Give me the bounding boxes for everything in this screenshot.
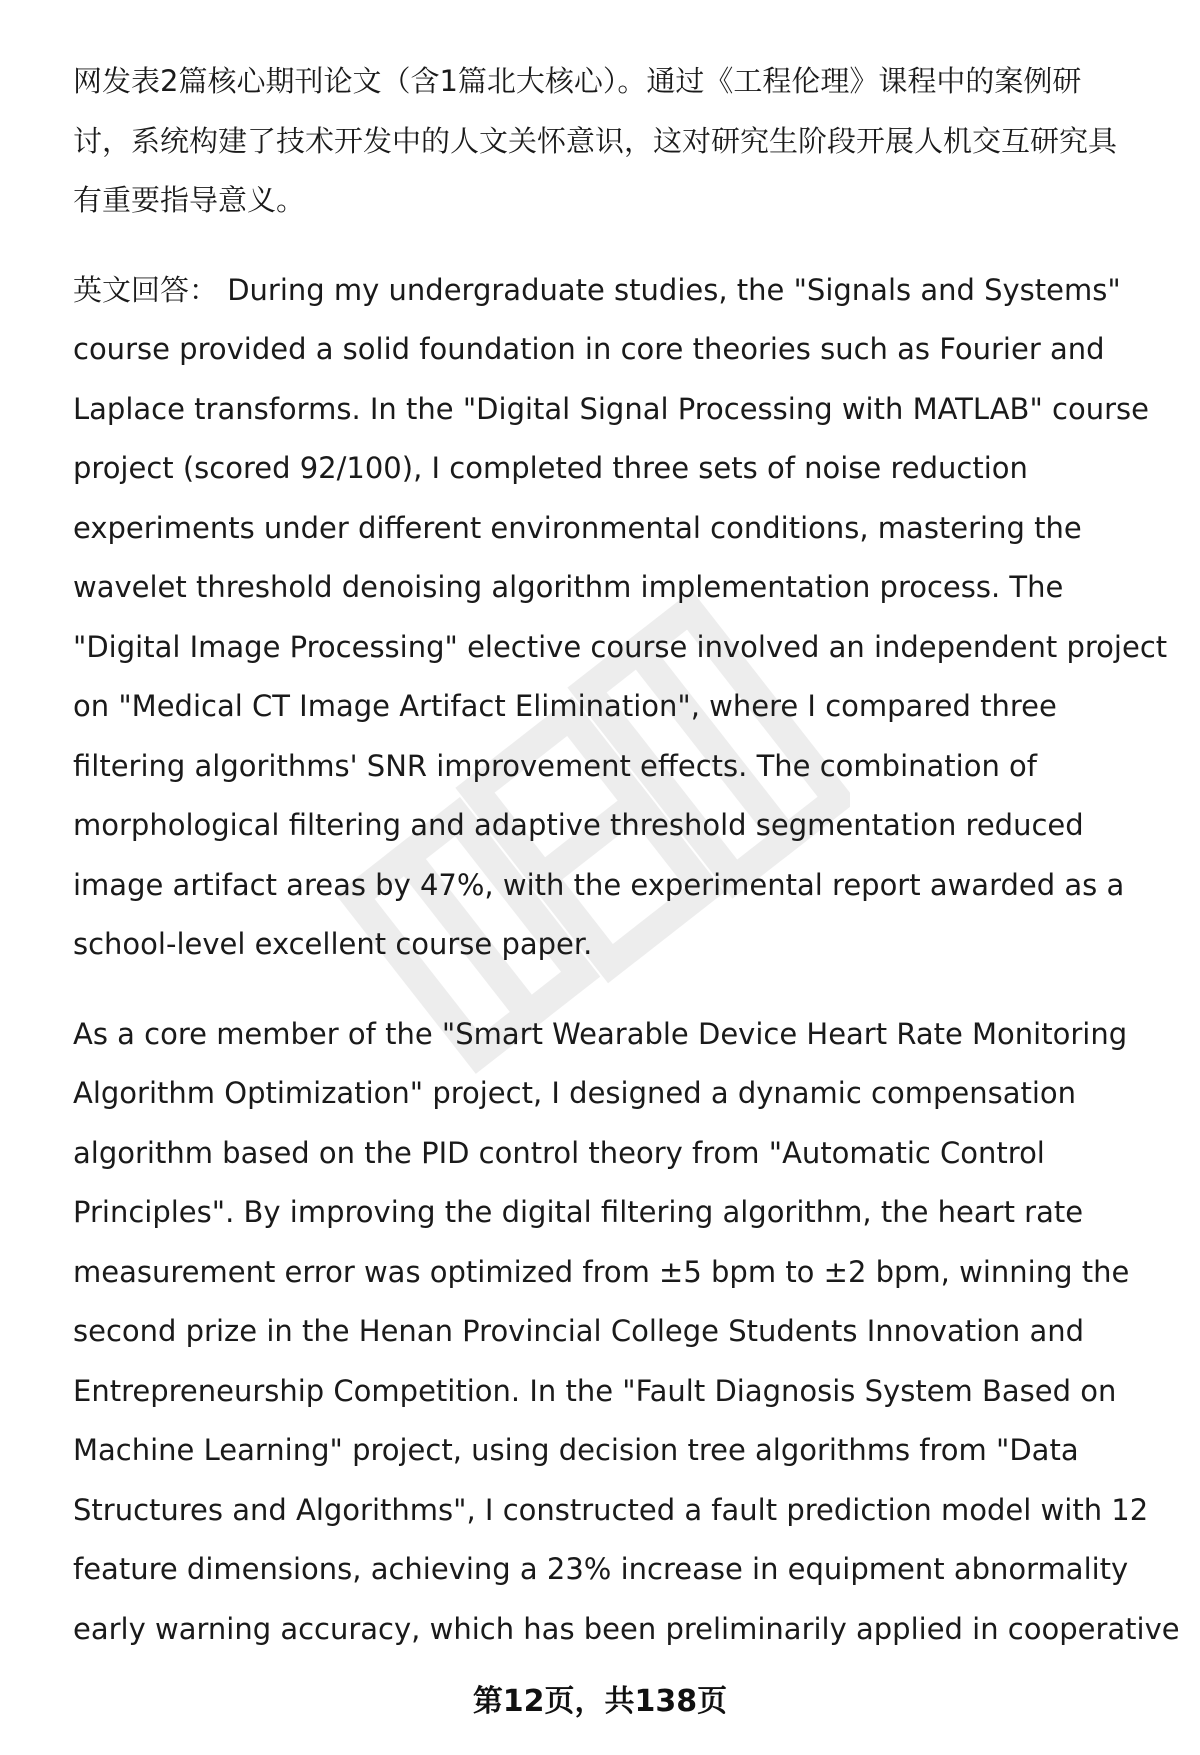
paragraph-project-experience — [73, 1005, 1180, 1660]
text-line: 网发表2篇核心期刊论文（含1篇北大核心）。通过《工程伦理》课程中的案例研 — [73, 64, 1082, 98]
text-line: Principles". By improving the digital filtering algorithm, the heart rate — [73, 1195, 1084, 1229]
text-line: As a core member of the "Smart Wearable Device Heart Rate Monitoring — [73, 1016, 1128, 1051]
text-line: image artifact areas by 47%, with the experimental report awarded as a — [73, 867, 1125, 902]
text-line: Entrepreneurship Competition. In the "Fault Diagnosis System Based on — [73, 1373, 1117, 1408]
paragraph-english-answer — [73, 261, 1168, 975]
paragraph-chinese-summary — [73, 52, 1158, 231]
text-line: algorithm based on the PID control theory from "Automatic Control — [73, 1135, 1045, 1170]
document-body — [73, 52, 1180, 1689]
text-line: early warning accuracy, which has been preliminarily applied in cooperative — [73, 1611, 1180, 1646]
page-number-footer: 第12页，共138页 — [472, 1684, 728, 1719]
text-line: 讨，系统构建了技术开发中的人文关怀意识，这对研究生阶段开展人机交互研究具 — [73, 123, 1118, 158]
text-line: Laplace transforms. In the "Digital Signal Processing with MATLAB" course — [73, 391, 1149, 426]
text-line: filtering algorithms' SNR improvement effects. The combination of — [73, 748, 1038, 783]
text-line: "Digital Image Processing" elective course involved an independent project — [73, 629, 1168, 664]
text-line: Structures and Algorithms", I constructed a fault prediction model with 12 — [73, 1492, 1149, 1527]
text-line: on "Medical CT Image Artifact Elimination", where I compared three — [73, 689, 1057, 723]
text-line: Machine Learning" project, using decision tree algorithms from "Data — [73, 1433, 1079, 1467]
text-line: wavelet threshold denoising algorithm implementation process. The — [73, 570, 1064, 604]
text-line: project (scored 92/100), I completed three sets of noise reduction — [73, 451, 1028, 485]
text-line: morphological filtering and adaptive threshold segmentation reduced — [73, 808, 1084, 842]
text-line: feature dimensions, achieving a 23% increase in equipment abnormality — [73, 1552, 1129, 1586]
text-line: course provided a solid foundation in core theories such as Fourier and — [73, 332, 1105, 366]
text-line: second prize in the Henan Provincial College Students Innovation and — [73, 1314, 1085, 1348]
text-line: 有重要指导意义。 — [73, 183, 306, 217]
text-line: 英文回答： During my undergraduate studies, the "Signals and Systems" — [73, 272, 1121, 307]
text-line: school-level excellent course paper. — [73, 927, 593, 961]
text-line: experiments under different environmental conditions, mastering the — [73, 510, 1082, 545]
text-line: Algorithm Optimization" project, I designed a dynamic compensation — [73, 1076, 1077, 1110]
text-line: measurement error was optimized from ±5 bpm to ±2 bpm, winning the — [73, 1254, 1130, 1289]
